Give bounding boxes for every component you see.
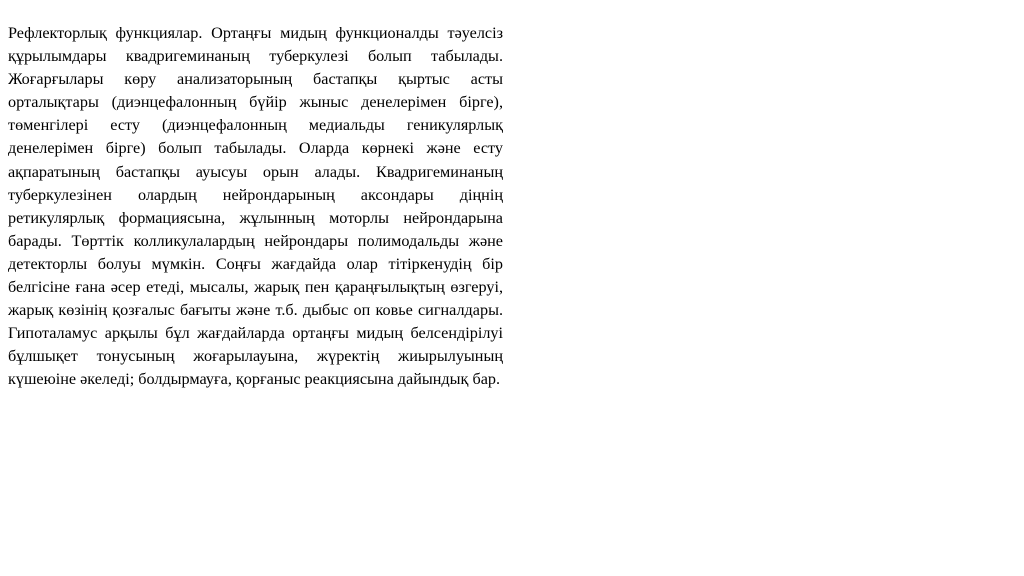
- body-paragraph: Рефлекторлық функциялар. Ортаңғы мидың функционалды тәуелсіз құрылымдары квадригеминаның туберкулезі болып табылады. Жоғарғылары көру анализаторының бастапқы қыртыс асты орталықтары (диэнцефалонның бүйір жыныс денелерімен бірге), төменгілері есту (диэнцефалонның медиальды геникулярлық денелерімен бірге) болып табылады. Оларда көрнекі және есту ақпаратының бастапқы ауысуы орын алады. Квадригеминаның туберкулезінен олардың нейрондарының аксондары діңнің ретикулярлық формациясына, жұлынның моторлы нейрондарына барады. Төрттік колликулалардың нейрондары полимодальды және детекторлы болуы мүмкін. Соңғы жағдайда олар тітіркенудің бір белгісіне ғана әсер етеді, мысалы, жарық пен қараңғылықтың өзгеруі, жарық көзінің қозғалыс бағыты және т.б. дыбыс оп ковье сигналдары. Гипоталамус арқылы бұл жағдайларда ортаңғы мидың белсендірілуі бұлшықет тонусының жоғарылауына, жүректің жиырылуының күшеюіне әкеледі; болдырмауға, қорғаныс реакциясына дайындық бар.: [8, 24, 503, 389]
